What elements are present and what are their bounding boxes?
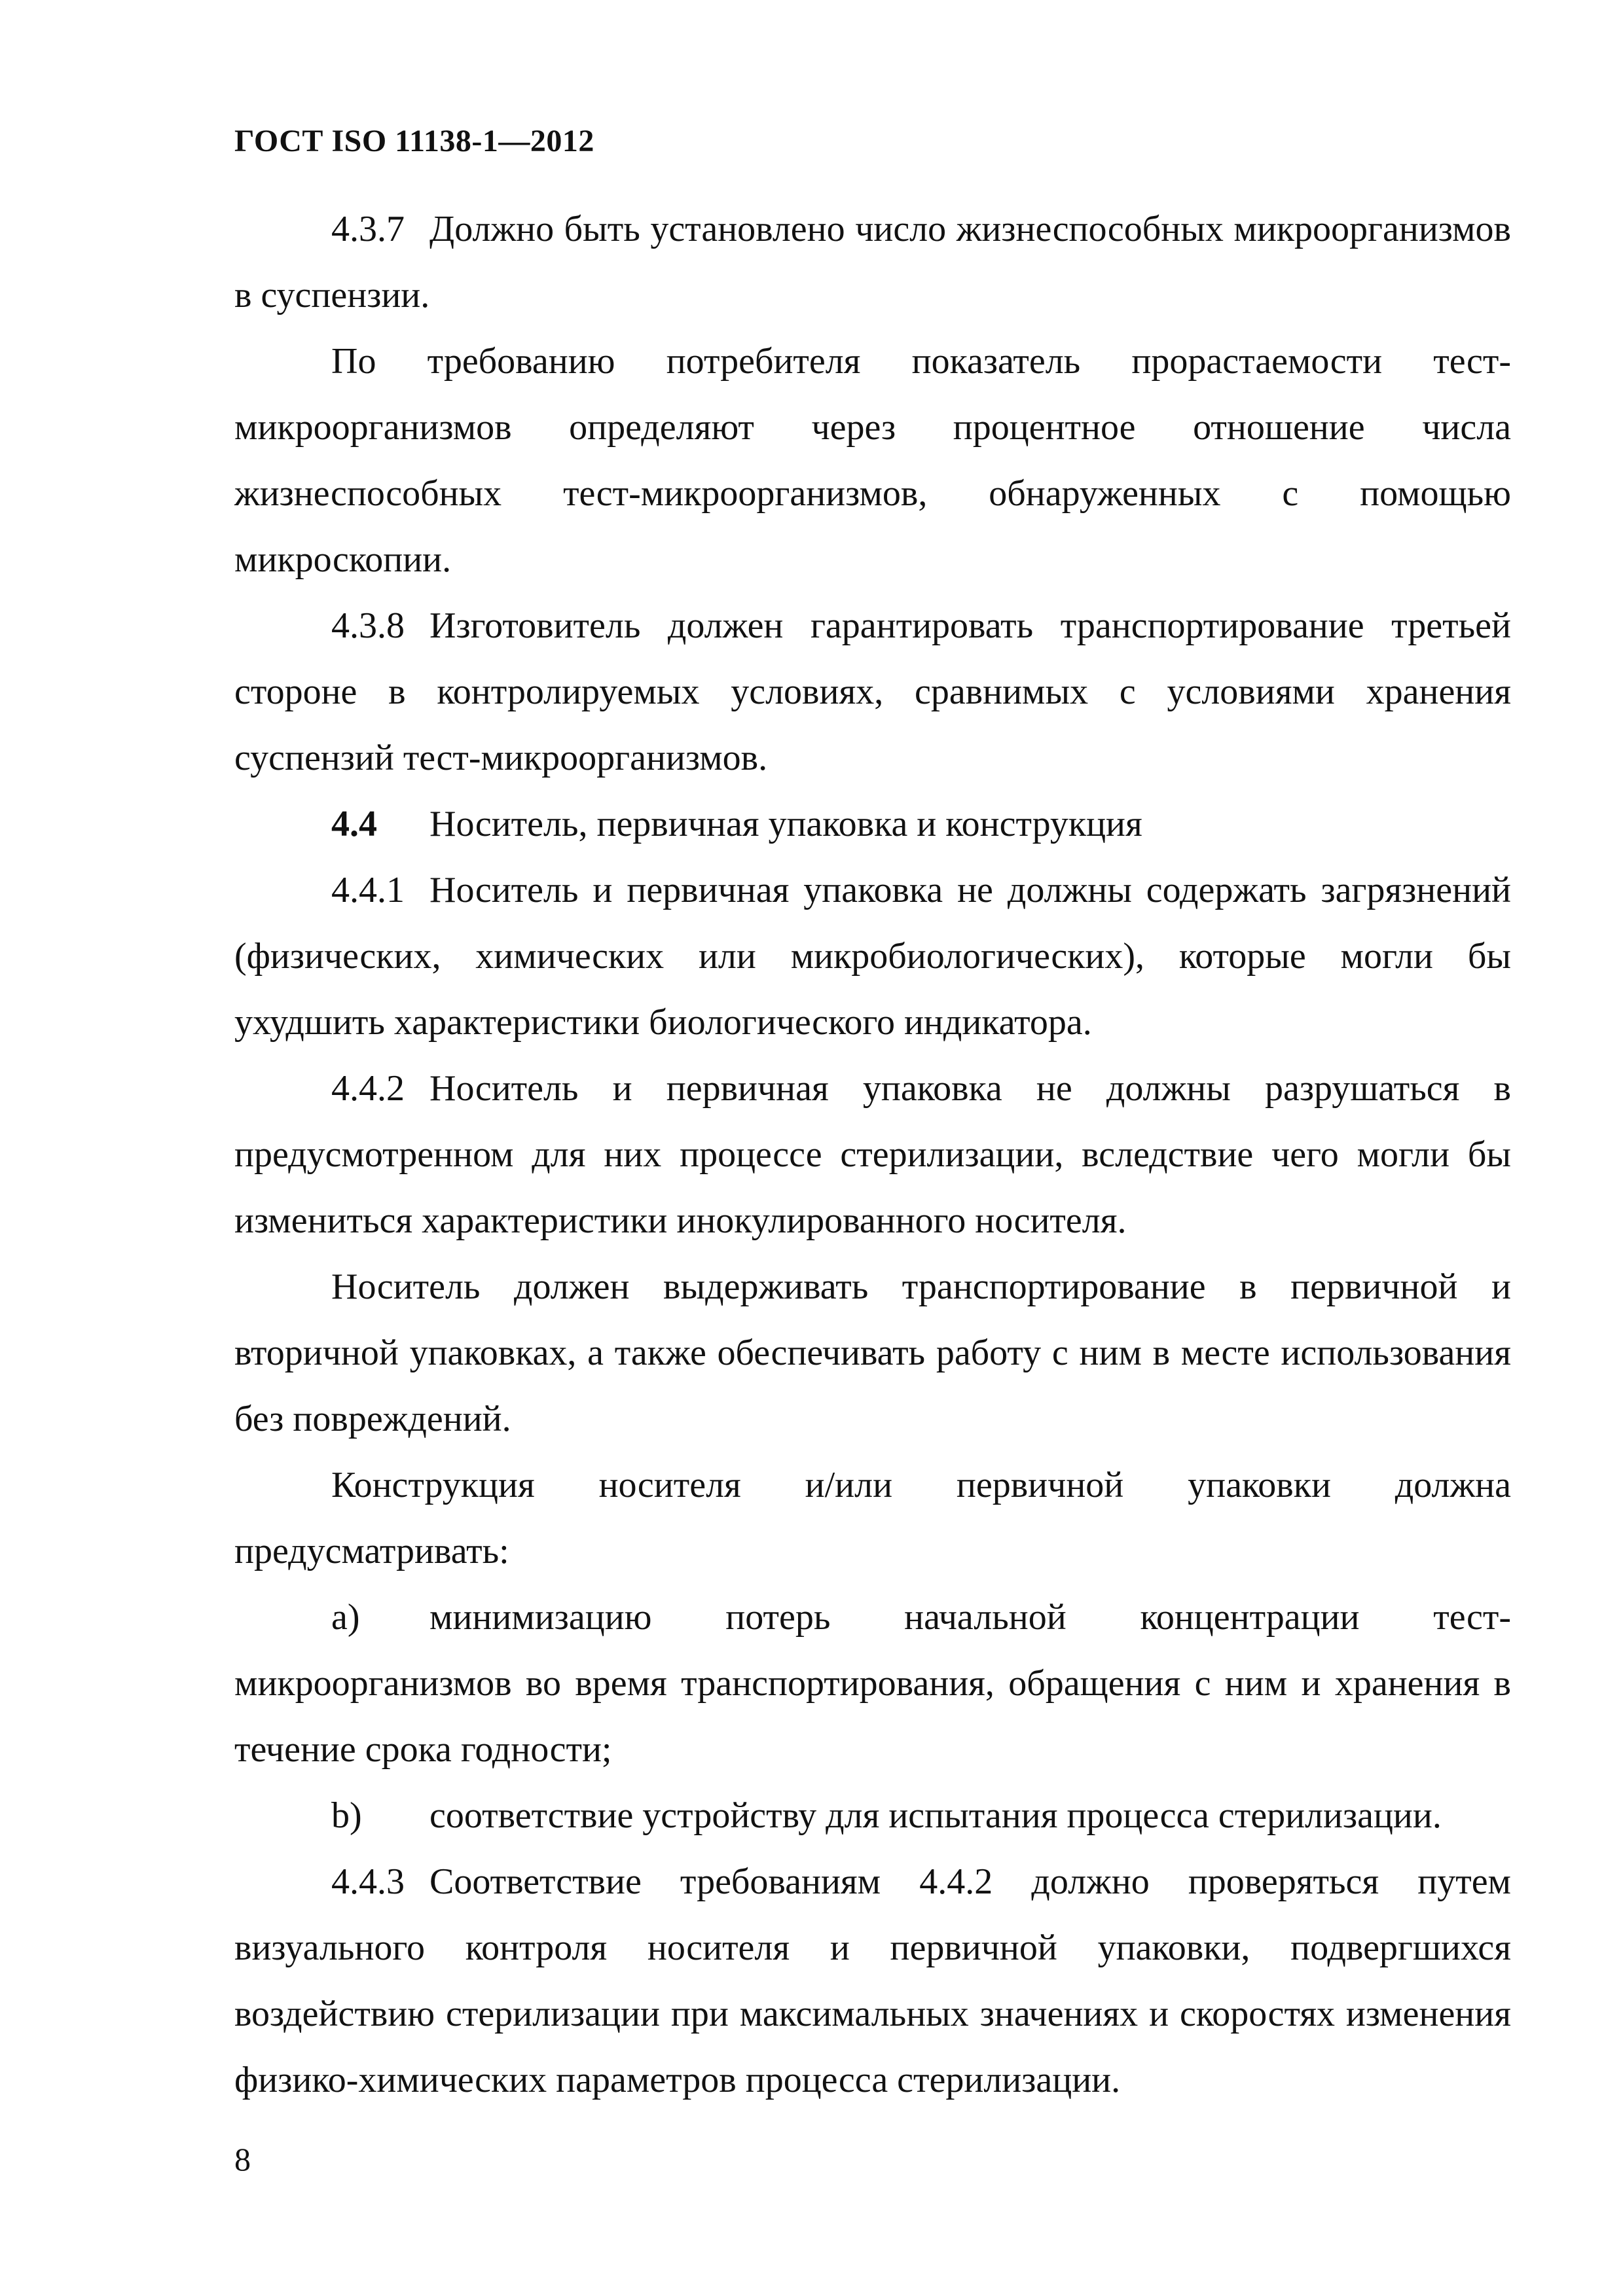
list-marker: a) [331, 1597, 360, 1638]
section-number: 4.4 [331, 804, 377, 844]
list-item-text: соответствие устройству для испытания процесса стерилизации. [429, 1795, 1442, 1836]
list-marker: b) [331, 1795, 362, 1836]
section-heading-4-4 [234, 791, 1511, 857]
paragraph-4-4-3 [234, 1849, 1511, 2113]
paragraph-4-3-8 [234, 593, 1511, 791]
clause-number: 4.4.2 [331, 1068, 405, 1109]
paragraph-4-4-1 [234, 857, 1511, 1056]
standard-header: ГОСТ ISO 11138-1—2012 [234, 124, 594, 158]
paragraph-microscopy [234, 329, 1511, 593]
list-item-b [234, 1783, 1511, 1849]
paragraph-text: Изготовитель должен гарантировать транспортирование третьей стороне в контролируемых условиях, сравнимых с условиями хранения суспензий тест-микроорганизмов. [234, 605, 1511, 778]
paragraph-text: По требованию потребителя показатель прорастаемости тест-микроорганизмов определяют через процентное отношение числа жизнеспособных тест-микроорганизмов, обнаруженных с помощью микроскопии. [234, 341, 1511, 580]
list-item-text: минимизацию потерь начальной концентрации тест-микроорганизмов во время транспортирования, обращения с ним и хранения в течение срока годности; [234, 1597, 1511, 1770]
paragraph-text: Носитель и первичная упаковка не должны содержать загрязнений (физических, химических или микробиологических), которые могли бы ухудшить характеристики биологического индикатора. [234, 870, 1511, 1043]
paragraph-text: Носитель должен выдерживать транспортирование в первичной и вторичной упаковках, а также обеспечивать работу с ним в месте использования без повреждений. [234, 1266, 1511, 1439]
section-title: Носитель, первичная упаковка и конструкция [429, 804, 1142, 844]
paragraph-4-3-7 [234, 196, 1511, 329]
paragraph-text: Конструкция носителя и/или первичной упаковки должна предусматривать: [234, 1465, 1511, 1571]
paragraph-text: Соответствие требованиям 4.4.2 должно проверяться путем визуального контроля носителя и первичной упаковки, подвергшихся воздействию стерилизации при максимальных значениях и скоростях изменения физико-химических параметров процесса стерилизации. [234, 1861, 1511, 2100]
list-item-a [234, 1585, 1511, 1783]
document-body [234, 196, 1511, 2113]
paragraph-construction [234, 1452, 1511, 1585]
clause-number: 4.3.8 [331, 605, 405, 646]
clause-number: 4.4.3 [331, 1861, 405, 1902]
paragraph-4-4-2 [234, 1056, 1511, 1254]
paragraph-text: Должно быть установлено число жизнеспособных микроорганизмов в суспензии. [234, 209, 1511, 315]
paragraph-text: Носитель и первичная упаковка не должны разрушаться в предусмотренном для них процессе стерилизации, вследствие чего могли бы измениться характеристики инокулированного носителя. [234, 1068, 1511, 1241]
page-number: 8 [234, 2141, 251, 2178]
paragraph-transport [234, 1254, 1511, 1452]
clause-number: 4.3.7 [331, 209, 405, 249]
clause-number: 4.4.1 [331, 870, 405, 910]
